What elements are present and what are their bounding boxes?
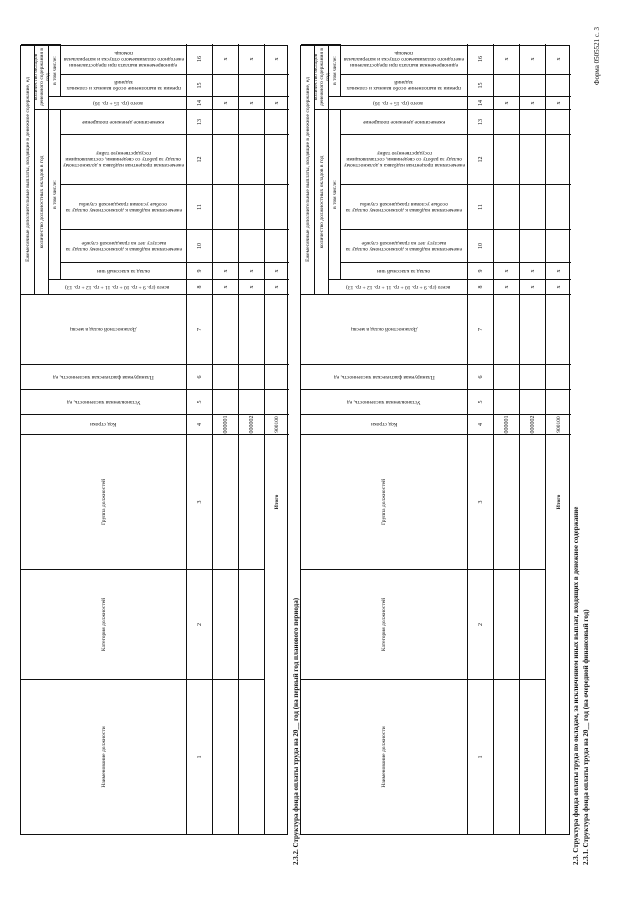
t0-hqty1 <box>315 109 329 294</box>
t0-h4-text: Код строки <box>370 421 398 428</box>
t1-row1-col12 <box>213 134 239 184</box>
t1-hgroup-text: Ежемесячные дополнительные выплаты, входящие в денежное содержание, ед <box>24 77 31 262</box>
t1-total-label-text: Итого <box>274 494 280 510</box>
t0-total-code <box>546 414 571 434</box>
t1-num-8 <box>187 279 213 294</box>
t1-h2-text: Категория должностей <box>100 597 107 652</box>
t0-row1-col11 <box>494 184 520 229</box>
t1-hincl2-text: в том числе: <box>51 56 58 85</box>
t1-hincl1 <box>49 109 61 279</box>
t1-h6 <box>21 364 187 389</box>
t1-total-col9-text: x <box>274 269 280 273</box>
t1-row2-col3 <box>239 434 265 569</box>
t0-total-col9-text: x <box>555 269 562 273</box>
t1-h11-text: ежемесячная надбавка к должностному окладу за особые условия гражданской службы <box>65 201 182 213</box>
t1-h3-text: Группа должностей <box>100 478 107 526</box>
t0-row1-col3 <box>494 434 520 569</box>
t1-num-4 <box>187 414 213 434</box>
t1-row2-col13 <box>239 109 265 134</box>
t1-row1-col4 <box>213 414 239 434</box>
t0-hincl1 <box>329 109 341 279</box>
t1-row1-col11 <box>213 184 239 229</box>
t0-h3-text: Группа должностей <box>381 478 387 526</box>
t1-row2-col15 <box>239 74 265 96</box>
t1-num-2 <box>187 569 213 679</box>
t1-h14 <box>49 96 187 109</box>
t1-h14-text: всего (гр. 15 + гр. 16) <box>92 100 143 106</box>
t0-row1-col6 <box>494 364 520 389</box>
t1-num-14-text: 14 <box>196 100 203 106</box>
t0-row2-col7 <box>520 294 546 364</box>
t0-row1-col14 <box>494 96 520 109</box>
t0-total-col14 <box>546 96 571 109</box>
t1-row1-col6 <box>213 364 239 389</box>
t1-num-4-text: 4 <box>196 423 203 426</box>
t1-num-12 <box>187 134 213 184</box>
t1-h5 <box>21 389 187 414</box>
t1-total-col6 <box>265 364 289 389</box>
t0-hgroup-text: Ежемесячные дополнительные выплаты, входящие в денежное содержание, ед <box>304 77 311 262</box>
t0-h9-text: оклад за классный чин <box>377 268 431 274</box>
t1-row2-col4 <box>239 414 265 434</box>
t0-total-col16 <box>546 44 571 74</box>
t1-total-col16-text: x <box>274 57 280 61</box>
t0-h8 <box>329 279 468 294</box>
t1-hqty2 <box>32 44 51 109</box>
t0-row2-col15 <box>520 74 546 96</box>
t1-row1-col4-text: 000001 <box>222 415 229 434</box>
t0-h10-text: ежемесячная надбавка к должностному окладу за выслугу лет на гражданской службе <box>345 240 463 252</box>
t0-num-14 <box>468 96 494 109</box>
t1-h15 <box>61 74 187 96</box>
t0-row2-col12 <box>520 134 546 184</box>
t1-row1-col16 <box>213 44 239 74</box>
t0-row1-col10 <box>494 229 520 262</box>
t0-num-8 <box>468 279 494 294</box>
t0-row1-col7 <box>494 294 520 364</box>
t1-total-col8 <box>265 279 289 294</box>
t1-row1-col9-text: x <box>222 269 229 273</box>
t1-hqty1-text: количество должностных окладов в год <box>38 155 45 249</box>
t0-total-col6 <box>546 364 571 389</box>
t0-row1-col9 <box>494 262 520 279</box>
t0-row2-col13 <box>520 109 546 134</box>
t1-total-col7 <box>265 294 289 364</box>
t0-h11-text: ежемесячная надбавка к должностному окладу за особые условия гражданской службы <box>345 201 463 213</box>
t1-row1-col9 <box>213 262 239 279</box>
t1-num-1-text: 1 <box>196 755 203 759</box>
t1-num-11 <box>187 184 213 229</box>
t1-h5-text: Установленная численность, ед <box>66 399 141 405</box>
t0-h1 <box>301 679 468 834</box>
t1-total-label <box>265 434 289 569</box>
t0-num-1 <box>468 679 494 834</box>
section-title: 2.3. Структура фонда оплаты труда по окладам, за исключением иных выплат, входящих в денежное содержание <box>572 506 580 865</box>
t1-h6-text: Планируемая фактическая численность, ед <box>53 374 154 380</box>
t0-num-15-text: 15 <box>477 82 484 89</box>
t1-row2-col9-text: x <box>248 269 255 273</box>
t1-h12 <box>61 134 187 184</box>
t0-hincl2-text: в том числе: <box>331 56 338 85</box>
t1-num-2-text: 2 <box>196 623 203 626</box>
t0-total-col8-text: x <box>555 285 562 289</box>
t0-total-col14-text: x <box>555 101 562 105</box>
t1-hincl1-text: в том числе: <box>51 180 58 209</box>
t0-num-7-text: 7 <box>477 328 484 331</box>
t1-num-14 <box>187 96 213 109</box>
t0-row2-col6 <box>520 364 546 389</box>
t0-row2-col4 <box>520 414 546 434</box>
t1-num-10-text: 10 <box>196 243 203 249</box>
t1-total-col8-text: x <box>274 285 280 289</box>
table2-subtitle: 2.3.2. Структура фонда оплаты труда на 20__ год (на первый год планового периода) <box>292 597 300 865</box>
t1-total-col11 <box>265 184 289 229</box>
t1-num-3 <box>187 434 213 569</box>
t0-row2-col16-text: x <box>529 57 536 61</box>
t0-row2-col5 <box>520 389 546 414</box>
t1-h4 <box>21 414 187 434</box>
t0-num-16-text: 16 <box>477 56 484 62</box>
t0-h16-text: единовременная выплата при предоставлении ежегодного оплачиваемого отпуска и материальная помощь <box>343 50 465 68</box>
t0-total-col10 <box>546 229 571 262</box>
t1-h11 <box>61 184 187 229</box>
t0-row2-col4-text: 000002 <box>529 415 536 434</box>
t0-h11 <box>341 184 468 229</box>
t1-row2-col11 <box>239 184 265 229</box>
t1-num-13-text: 13 <box>196 119 203 125</box>
t0-h2 <box>301 569 468 679</box>
t0-row1-col16-text: x <box>503 57 510 61</box>
t1-row1-col16-text: x <box>222 57 229 61</box>
t1-h8 <box>49 279 187 294</box>
table2 <box>20 45 288 835</box>
t1-total-col12 <box>265 134 289 184</box>
t0-row1-col14-text: x <box>503 101 510 105</box>
t0-row1-col16 <box>494 44 520 74</box>
t0-hincl1-text: в том числе: <box>331 180 338 209</box>
t1-num-6 <box>187 364 213 389</box>
t1-h10 <box>61 229 187 262</box>
t0-row2-col8-text: x <box>529 285 536 289</box>
t1-num-1 <box>187 679 213 834</box>
t1-row1-col8-text: x <box>222 285 229 289</box>
t0-total-col13 <box>546 109 571 134</box>
t0-hqty2-text: количество окладов денежного содержания в год <box>312 48 331 107</box>
t0-row2-col16 <box>520 44 546 74</box>
t0-h7 <box>301 294 468 364</box>
t0-row2-col14-text: x <box>529 101 536 105</box>
t1-total-col15 <box>265 74 289 96</box>
t0-num-3-text: 3 <box>477 500 484 504</box>
t0-num-6 <box>468 364 494 389</box>
t1-row1-col1 <box>213 679 239 834</box>
t0-total-col9 <box>546 262 571 279</box>
t0-num-1-text: 1 <box>477 755 484 759</box>
t1-row2-col4-text: 000002 <box>248 415 255 434</box>
table1-subtitle: 2.3.1. Структура фонда оплаты труда на 20__ год (на очередной финансовый год) <box>582 609 590 865</box>
t1-num-16-text: 16 <box>196 56 203 62</box>
t0-h12-text: ежемесячная процентная надбавка к должностному окладу за работу со сведениями, составляющими государственную тайну <box>343 150 465 169</box>
t1-num-8-text: 8 <box>196 285 203 289</box>
t0-num-3 <box>468 434 494 569</box>
t1-num-13 <box>187 109 213 134</box>
t1-row2-col16 <box>239 44 265 74</box>
t0-h13 <box>341 109 468 134</box>
t1-total-col13 <box>265 109 289 134</box>
t1-num-16 <box>187 44 213 74</box>
t1-num-12-text: 12 <box>196 156 203 163</box>
t0-h10 <box>341 229 468 262</box>
t0-row1-col15 <box>494 74 520 96</box>
t1-h10-text: ежемесячная надбавка к должностному окладу за выслугу лет на гражданской службе <box>65 240 182 252</box>
t1-row1-col7 <box>213 294 239 364</box>
t0-num-13-text: 13 <box>477 119 484 125</box>
t0-row1-col1 <box>494 679 520 834</box>
t0-num-15 <box>468 74 494 96</box>
t1-h13 <box>61 109 187 134</box>
t0-row2-col2 <box>520 569 546 679</box>
t0-row2-col9 <box>520 262 546 279</box>
t0-h12 <box>341 134 468 184</box>
t1-h9-text: оклад за классный чин <box>96 268 151 274</box>
t1-h15-text: премии за выполнение особо важных и сложных заданий <box>66 79 181 92</box>
t1-row2-col12 <box>239 134 265 184</box>
t0-num-4 <box>468 414 494 434</box>
t0-h14 <box>329 96 468 109</box>
t1-row2-col8 <box>239 279 265 294</box>
t1-row2-col7 <box>239 294 265 364</box>
t0-h15-text: премии за выполнение особо важных и сложных заданий <box>346 79 462 92</box>
t0-h5-text: Установленная численность, ед <box>347 399 421 405</box>
t1-row2-col2 <box>239 569 265 679</box>
t0-h2-text: Категория должностей <box>381 597 387 652</box>
t1-row2-col14 <box>239 96 265 109</box>
t0-h5 <box>301 389 468 414</box>
t0-num-16 <box>468 44 494 74</box>
t0-row2-col3 <box>520 434 546 569</box>
t0-total-label-text: Итого <box>555 494 562 510</box>
t1-row2-col16-text: x <box>248 57 255 61</box>
t0-row1-col9-text: x <box>503 269 510 273</box>
t1-row2-col8-text: x <box>248 285 255 289</box>
table1 <box>300 45 570 835</box>
t1-num-7-text: 7 <box>196 328 203 331</box>
t1-h1 <box>21 679 187 834</box>
t1-h16 <box>61 44 187 74</box>
t0-row1-col12 <box>494 134 520 184</box>
t1-num-6-text: 6 <box>196 375 203 379</box>
t1-row2-col10 <box>239 229 265 262</box>
t1-row2-col6 <box>239 364 265 389</box>
t1-total-code <box>265 414 289 434</box>
t0-h3 <box>301 434 468 569</box>
t1-row2-col5 <box>239 389 265 414</box>
t0-hqty2 <box>312 44 331 109</box>
t0-num-8-text: 8 <box>477 285 484 289</box>
t1-h7 <box>21 294 187 364</box>
t1-row1-col2 <box>213 569 239 679</box>
t0-row1-col8-text: x <box>503 285 510 289</box>
t1-num-9 <box>187 262 213 279</box>
t1-row1-col3 <box>213 434 239 569</box>
t1-hqty2-text: количество окладов денежного содержания в год <box>32 48 51 107</box>
t1-h16-text: единовременная выплата при предоставлении ежегодного оплачиваемого отпуска и материальная помощь <box>63 50 184 68</box>
t0-num-6-text: 6 <box>477 375 484 379</box>
t1-total-code-text: 900100 <box>274 416 280 433</box>
t0-total-col11 <box>546 184 571 229</box>
t0-total-code-text: 900100 <box>555 416 562 433</box>
t0-total-col5 <box>546 389 571 414</box>
t1-row1-col14 <box>213 96 239 109</box>
t1-h1-text: Наименование должности <box>100 726 107 788</box>
t1-h9 <box>61 262 187 279</box>
t1-row1-col14-text: x <box>222 101 229 105</box>
t1-total-col14 <box>265 96 289 109</box>
t0-h1-text: Наименование должности <box>381 726 387 788</box>
t1-total-col16 <box>265 44 289 74</box>
t0-num-11-text: 11 <box>477 204 484 210</box>
form-label: Форма 0505521 с. 3 <box>593 26 601 85</box>
t1-row1-col8 <box>213 279 239 294</box>
t0-h7-text: Должностной оклад в месяц <box>350 326 418 333</box>
t0-total-col16-text: x <box>555 57 562 61</box>
t0-row2-col8 <box>520 279 546 294</box>
t0-row1-col2 <box>494 569 520 679</box>
t0-row2-col10 <box>520 229 546 262</box>
t0-h15 <box>341 74 468 96</box>
t0-num-12-text: 12 <box>477 156 484 163</box>
t1-num-9-text: 9 <box>196 269 203 273</box>
t0-num-10-text: 10 <box>477 243 484 249</box>
t0-hqty1-text: количество должностных окладов в год <box>318 155 325 249</box>
t0-row2-col14 <box>520 96 546 109</box>
t0-num-5-text: 5 <box>477 400 484 404</box>
t1-total-col14-text: x <box>274 101 280 105</box>
t1-hqty1 <box>35 109 49 294</box>
t0-row2-col9-text: x <box>529 269 536 273</box>
t1-h2 <box>21 569 187 679</box>
t1-num-10 <box>187 229 213 262</box>
t1-row2-col14-text: x <box>248 101 255 105</box>
t0-hincl2 <box>329 44 341 96</box>
t1-row1-col15 <box>213 74 239 96</box>
t0-num-10 <box>468 229 494 262</box>
t1-num-3-text: 3 <box>196 500 203 504</box>
t0-h13-text: ежемесячное денежное поощрение <box>362 119 446 125</box>
t1-num-5 <box>187 389 213 414</box>
t0-num-12 <box>468 134 494 184</box>
t0-row2-col1 <box>520 679 546 834</box>
t1-row1-col13 <box>213 109 239 134</box>
t1-num-7 <box>187 294 213 364</box>
t0-total-col8 <box>546 279 571 294</box>
t0-row1-col4-text: 000001 <box>503 415 510 434</box>
t1-h8-text: всего (гр. 9 + гр. 10 + гр. 11 + гр. 12 + гр. 13) <box>65 284 170 290</box>
t1-total-col5 <box>265 389 289 414</box>
t0-num-5 <box>468 389 494 414</box>
t1-h13-text: ежемесячное денежное поощрение <box>82 119 165 125</box>
t0-num-7 <box>468 294 494 364</box>
t0-h6-text: Планируемая фактическая численность, ед <box>333 374 435 380</box>
t0-num-2-text: 2 <box>477 623 484 626</box>
t0-row1-col8 <box>494 279 520 294</box>
t0-num-13 <box>468 109 494 134</box>
t1-num-15-text: 15 <box>196 82 203 89</box>
t0-row1-col5 <box>494 389 520 414</box>
t1-h4-text: Код строки <box>90 421 117 428</box>
t0-num-4-text: 4 <box>477 423 484 426</box>
t0-total-label <box>546 434 571 569</box>
t0-h6 <box>301 364 468 389</box>
t0-num-14-text: 14 <box>477 100 484 106</box>
t0-h14-text: всего (гр. 15 + гр. 16) <box>373 100 423 106</box>
t0-total-col15 <box>546 74 571 96</box>
t0-num-2 <box>468 569 494 679</box>
t1-row1-col10 <box>213 229 239 262</box>
t0-h4 <box>301 414 468 434</box>
t0-num-9 <box>468 262 494 279</box>
t0-h16 <box>341 44 468 74</box>
t0-total-col12 <box>546 134 571 184</box>
t1-row2-col1 <box>239 679 265 834</box>
t1-num-5-text: 5 <box>196 400 203 404</box>
t1-total-col9 <box>265 262 289 279</box>
t0-row1-col4 <box>494 414 520 434</box>
t1-h3 <box>21 434 187 569</box>
t1-h7-text: Должностной оклад в месяц <box>70 326 137 333</box>
t0-row2-col11 <box>520 184 546 229</box>
t1-num-15 <box>187 74 213 96</box>
t1-row2-col9 <box>239 262 265 279</box>
t1-row1-col5 <box>213 389 239 414</box>
t1-hincl2 <box>49 44 61 96</box>
t0-row1-col13 <box>494 109 520 134</box>
t0-num-11 <box>468 184 494 229</box>
t0-total-col7 <box>546 294 571 364</box>
t1-total-col10 <box>265 229 289 262</box>
t0-h9 <box>341 262 468 279</box>
t0-h8-text: всего (гр. 9 + гр. 10 + гр. 11 + гр. 12 + гр. 13) <box>345 284 451 290</box>
t1-h12-text: ежемесячная процентная надбавка к должностному окладу за работу со сведениями, составляющими государственную тайну <box>62 150 185 169</box>
t0-num-9-text: 9 <box>477 269 484 273</box>
t1-num-11-text: 11 <box>196 204 203 210</box>
